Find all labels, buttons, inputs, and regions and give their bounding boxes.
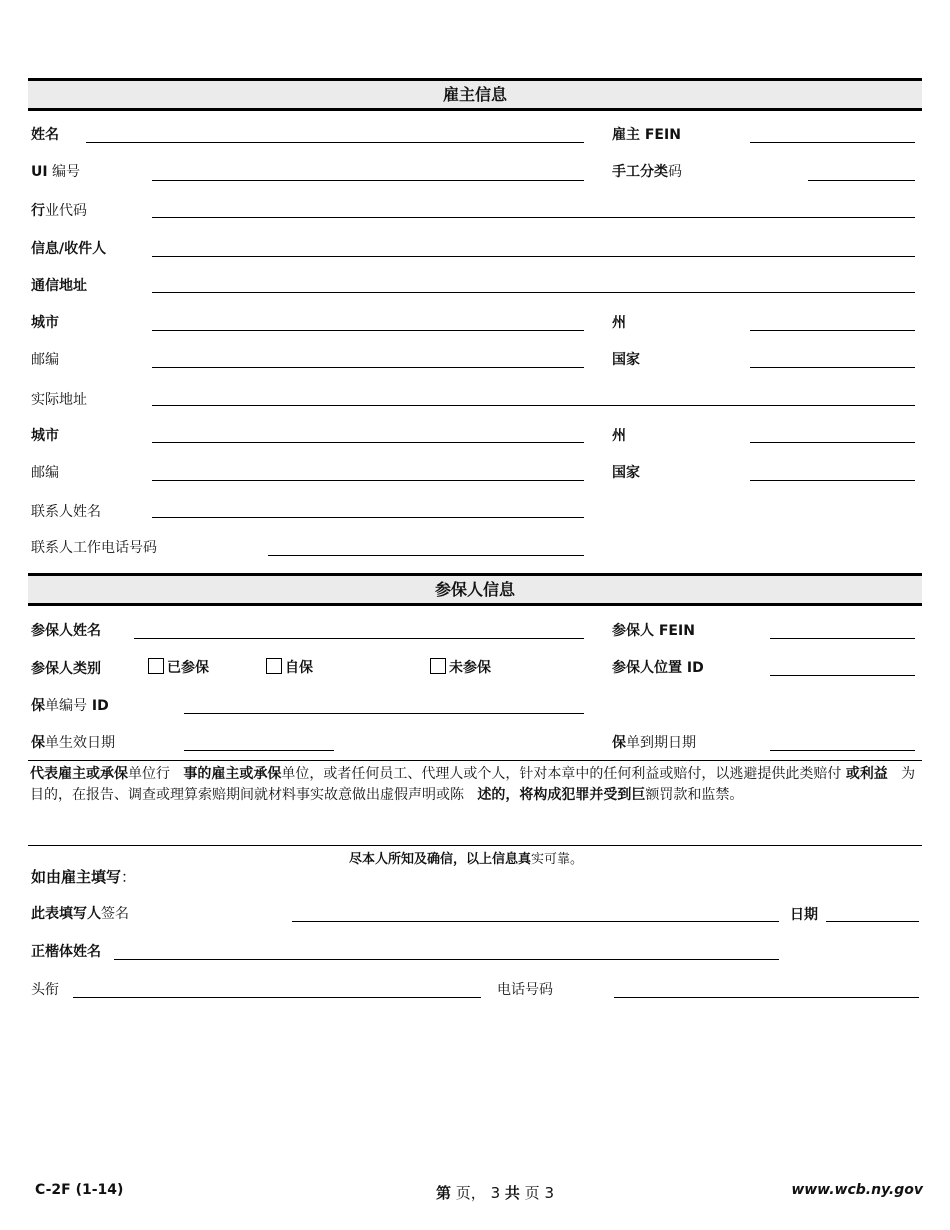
fraud-p6: 为目的，在报告、调查或理算索赔期间就材料事实故意做出虚假声明或陈: [30, 766, 916, 803]
expiry-date-bold: 保: [612, 735, 626, 751]
fraud-p7: 述的，将构成犯罪并受到巨: [477, 787, 646, 803]
page-rest1: 页，: [451, 1184, 486, 1202]
page-rest2: 页 3: [519, 1184, 554, 1202]
fraud-p2: 单位行: [128, 766, 170, 782]
physical-address-field[interactable]: [152, 405, 915, 406]
city-label: 城市: [31, 315, 59, 331]
phone-label: 电话号码: [497, 982, 553, 998]
city2-label: 城市: [31, 428, 59, 444]
effective-date-rest: 单生效日期: [45, 735, 115, 751]
self-insured-option-label: 自保: [285, 660, 313, 676]
fraud-divider: [28, 760, 922, 761]
policy-id-bold2: ID: [87, 698, 109, 714]
manual-class-label-bold: 手工分类: [612, 164, 668, 180]
self-insured-checkbox[interactable]: [266, 658, 282, 674]
fraud-p8: 额罚款和监禁。: [645, 787, 744, 803]
fraud-p4: 单位，或者任何员工、代理人或个人，针对本章中的任何利益或赔付，以逃避提供此类赔付: [281, 766, 842, 782]
zip2-label: 邮编: [31, 465, 59, 481]
state2-label: 州: [612, 428, 626, 444]
contact-name-label: 联系人姓名: [31, 504, 101, 520]
policy-id-field[interactable]: [184, 713, 584, 714]
self-insured-checkbox-option[interactable]: [266, 657, 313, 677]
insured-checkbox-option[interactable]: [148, 657, 209, 677]
ui-number-label: [31, 161, 80, 181]
preparer-signature-label: [31, 903, 129, 923]
manual-class-field[interactable]: [808, 180, 915, 181]
page-bold1: 第: [436, 1184, 452, 1202]
page-indicator: [436, 1182, 554, 1203]
uninsured-option-label: 未参保: [449, 660, 491, 676]
insurer-location-id-label: 参保人位置 ID: [612, 660, 704, 676]
certify-statement: [349, 848, 583, 867]
page-num: 3: [485, 1184, 505, 1202]
insurer-location-id-field[interactable]: [770, 675, 915, 676]
insurer-type-label: 参保人类别: [31, 661, 101, 677]
signature-divider: [28, 845, 922, 846]
industry-code-label: [31, 200, 87, 220]
insurer-section-header: 参保人信息: [28, 573, 922, 606]
fraud-p1: 代表雇主或承保: [30, 766, 128, 782]
date-label: 日期: [790, 907, 818, 923]
if-employer-colon: ：: [121, 868, 137, 886]
date-field[interactable]: [826, 921, 919, 922]
policy-id-rest: 单编号: [45, 698, 87, 714]
fraud-p5: 或利益: [845, 766, 888, 782]
state-field[interactable]: [750, 330, 915, 331]
page-bold2: 共: [504, 1184, 520, 1202]
fraud-statement: [30, 764, 920, 806]
effective-date-label: [31, 732, 115, 752]
policy-id-label: [31, 695, 109, 715]
employer-name-label: 姓名: [31, 127, 59, 143]
contact-phone-label: 联系人工作电话号码: [31, 540, 157, 556]
print-name-field[interactable]: [114, 959, 779, 960]
country2-label: 国家: [612, 465, 640, 481]
expiry-date-label: [612, 732, 696, 752]
industry-code-label-rest: 业代码: [45, 203, 87, 219]
country-field[interactable]: [750, 367, 915, 368]
title-label: 头衔: [31, 982, 59, 998]
certify-rest: 实可靠。: [531, 852, 584, 867]
form-id: C-2F (1-14): [35, 1182, 124, 1198]
city-field[interactable]: [152, 330, 584, 331]
info-recipient-label: 信息/收件人: [31, 241, 107, 257]
info-recipient-field[interactable]: [152, 256, 915, 257]
preparer-rest: 签名: [101, 906, 129, 922]
contact-name-field[interactable]: [152, 517, 584, 518]
ui-number-label-bold: UI: [31, 164, 48, 180]
fraud-p3: 事的雇主或承保: [183, 766, 282, 782]
state-label: 州: [612, 315, 626, 331]
zip-label: 邮编: [31, 352, 59, 368]
title-field[interactable]: [73, 997, 481, 998]
uninsured-checkbox-option[interactable]: [430, 657, 491, 677]
zip-field[interactable]: [152, 367, 584, 368]
expiry-date-rest: 单到期日期: [626, 735, 696, 751]
print-name-label: 正楷体姓名: [31, 944, 101, 960]
country-label: 国家: [612, 352, 640, 368]
ui-number-label-rest: 编号: [47, 164, 81, 180]
preparer-bold: 此表填写人: [31, 906, 101, 922]
physical-address-label: 实际地址: [31, 392, 87, 408]
uninsured-checkbox[interactable]: [430, 658, 446, 674]
insured-checkbox[interactable]: [148, 658, 164, 674]
insurer-name-field[interactable]: [134, 638, 584, 639]
if-employer-label: [31, 866, 136, 887]
employer-name-field[interactable]: [86, 142, 584, 143]
expiry-date-field[interactable]: [770, 750, 915, 751]
insurer-fein-label: 参保人 FEIN: [612, 623, 695, 639]
insurer-fein-field[interactable]: [770, 638, 915, 639]
insured-option-label: 已参保: [167, 660, 209, 676]
effective-date-field[interactable]: [184, 750, 334, 751]
ui-number-field[interactable]: [152, 180, 584, 181]
manual-class-label: [612, 161, 682, 181]
employer-section-header: 雇主信息: [28, 78, 922, 111]
mailing-address-label: 通信地址: [31, 278, 87, 294]
mailing-address-field[interactable]: [152, 292, 915, 293]
employer-fein-label: 雇主 FEIN: [612, 127, 681, 143]
certify-bold: 尽本人所知及确信，以上信息真: [349, 852, 532, 867]
manual-class-label-rest: 码: [668, 164, 682, 180]
phone-field[interactable]: [614, 997, 919, 998]
zip2-field[interactable]: [152, 480, 584, 481]
insurer-name-label: 参保人姓名: [31, 623, 101, 639]
industry-code-field[interactable]: [152, 217, 915, 218]
country2-field[interactable]: [750, 480, 915, 481]
city2-field[interactable]: [152, 442, 584, 443]
website-link[interactable]: www.wcb.ny.gov: [791, 1182, 923, 1198]
employer-fein-field[interactable]: [750, 142, 915, 143]
policy-id-bold1: 保: [31, 698, 45, 714]
effective-date-bold: 保: [31, 735, 45, 751]
preparer-signature-field[interactable]: [292, 921, 779, 922]
if-employer-bold: 如由雇主填写: [31, 868, 122, 886]
industry-code-label-bold: 行: [31, 203, 45, 219]
contact-phone-field[interactable]: [268, 555, 584, 556]
state2-field[interactable]: [750, 442, 915, 443]
